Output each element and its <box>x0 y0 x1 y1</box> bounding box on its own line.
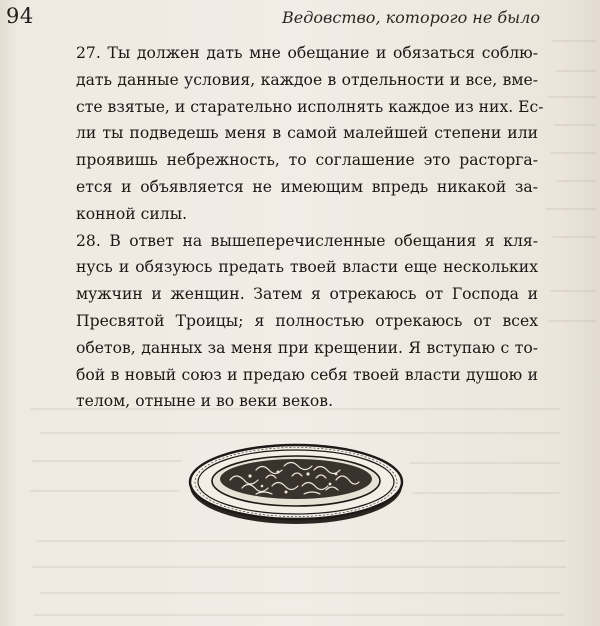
text-line: телом, отныне и во веки веков. <box>76 392 334 411</box>
text-line: бой в новый союз и предаю себя твоей власти душою и <box>76 365 538 384</box>
text-line: конной силы. <box>76 204 188 223</box>
text-line: мужчин и женщин. Затем я отрекаюсь от Господа и <box>76 285 538 304</box>
text-line: ли ты подведешь меня в самой малейшей степени или <box>76 124 538 143</box>
text-line: Пресвятой Троицы; я полностью отрекаюсь от всех <box>76 311 538 330</box>
paragraph-27 <box>76 40 544 228</box>
paragraph-28 <box>76 228 538 416</box>
text-line: сте взятые, и старательно исполнять каждое из них. Ес- <box>76 97 544 116</box>
text-line: 27. Ты должен дать мне обещание и обязаться соблю- <box>76 44 538 62</box>
text-line: дать данные условия, каждое в отдельности и все, вме- <box>76 70 538 89</box>
text-line: нусь и обязуюсь предать твоей власти еще нескольких <box>76 258 538 277</box>
text-line: 28. В ответ на вышеперечисленные обещания я кля- <box>76 231 538 250</box>
text-line: ется и объявляется не имеющим впредь никакой за- <box>76 177 538 196</box>
body-text <box>76 40 544 415</box>
running-head: Ведовство, которого не было <box>282 8 540 27</box>
page-number: 94 <box>6 4 34 28</box>
decorative-plate-icon <box>186 436 406 528</box>
text-line: обетов, данных за меня при крещении. Я вступаю с то- <box>76 338 538 357</box>
text-line: проявишь небрежность, то соглашение это расторга- <box>76 151 538 170</box>
